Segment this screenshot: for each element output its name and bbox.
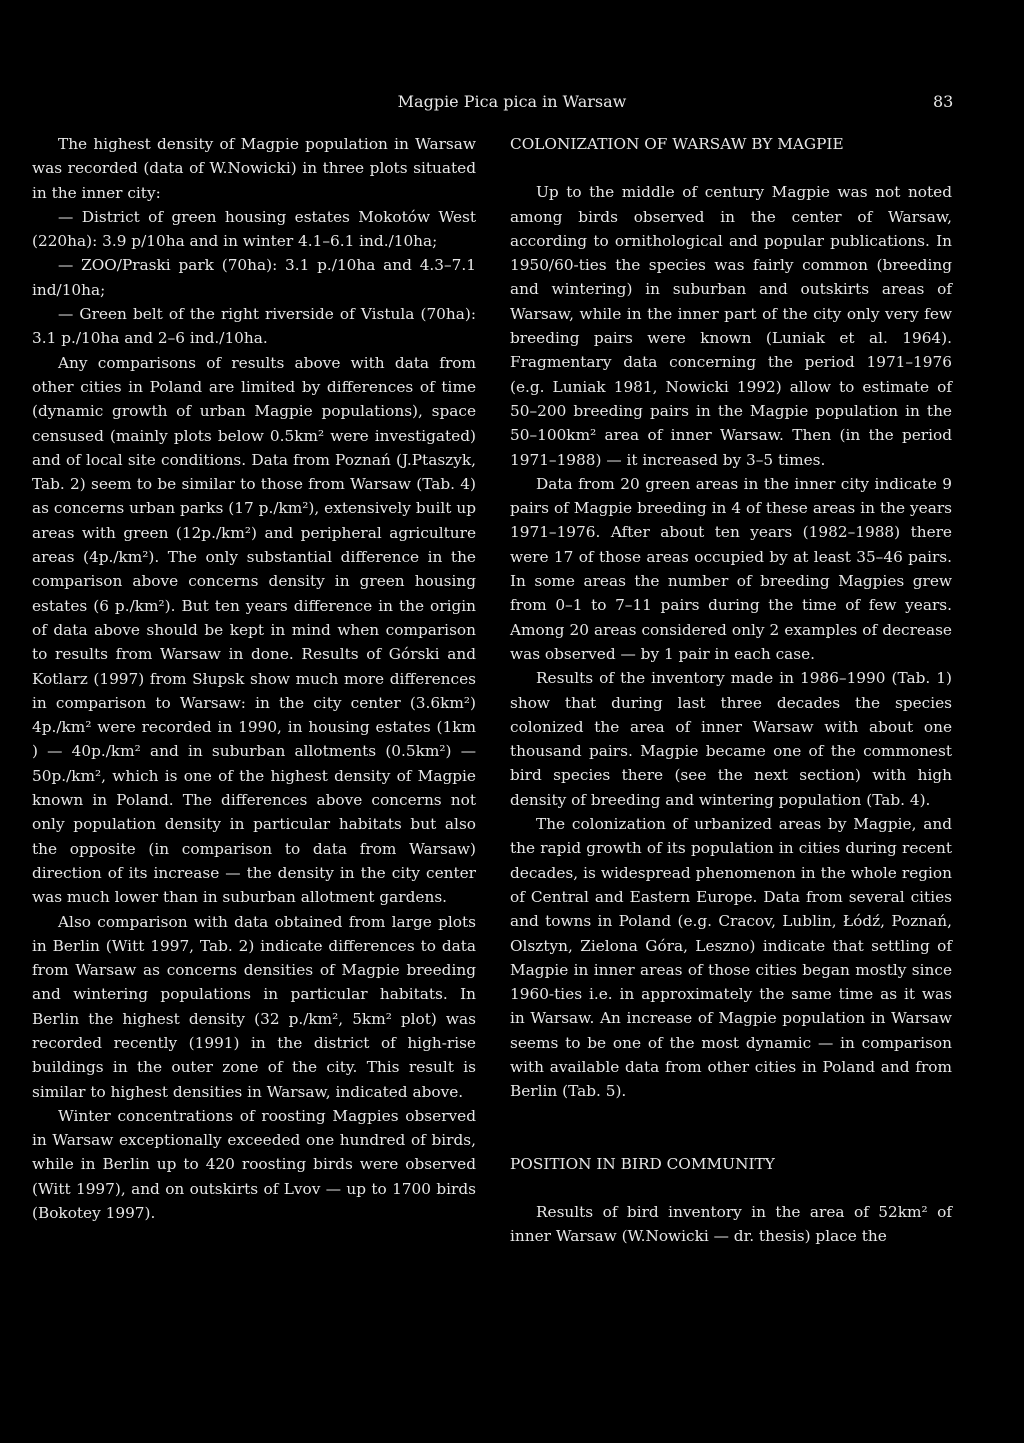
paragraph: Data from 20 green areas in the inner city indicate 9 pairs of Magpie breeding in 4 of these areas in the years 1971–1976. After about ten years (1982–1988) there were 17 of those areas occupied by at least 35–46 pairs. In some areas the number of breeding Magpies grew from 0–1 to 7–11 pairs during the time of few years. Among 20 areas considered only 2 examples of decrease was observed — by 1 pair in each case.: [510, 474, 952, 663]
list-item: — ZOO/Praski park (70ha): 3.1 p./10ha and 4.3–7.1 ind/10ha;: [32, 256, 476, 299]
paragraph: Up to the middle of century Magpie was not noted among birds observed in the center of Warsaw, according to ornithological and popular publications. In 1950/60-ties the species was fairly common (breeding and wintering) in suburban and outskirts areas of Warsaw, while in the inner part of the city only very few breeding pairs were known (Luniak et al. 1964). Fragmentary data concerning the period 1971–1976 (e.g. Luniak 1981, Nowicki 1992) allow to estimate of 50–200 breeding pairs in the Magpie population in the 50–100km² area of inner Warsaw. Then (in the period 1971–1988) — it increased by 3–5 times.: [510, 183, 952, 469]
spacer: [510, 156, 952, 180]
right-column: [510, 132, 952, 1248]
section-heading: POSITION IN BIRD COMMUNITY: [510, 1154, 775, 1173]
paragraph: The colonization of urbanized areas by Magpie, and the rapid growth of its population in cities during recent decades, is widespread phenomenon in the whole region of Central and Eastern Europe. Data from several cities and towns in Poland (e.g. Cracov, Lublin, Łódź, Poznań, Olsztyn, Zielona Góra, Leszno) indicate that settling of Magpie in inner areas of those cities began mostly since 1960-ties i.e. in approximately the same time as it was in Warsaw. An increase of Magpie population in Warsaw seems to be one of the most dynamic — in comparison with available data from other cities in Poland and from Berlin (Tab. 5).: [510, 815, 952, 1101]
list-item: — District of green housing estates Mokotów West (220ha): 3.9 p/10ha and in winter 4.1–6.1 ind./10ha;: [32, 207, 476, 251]
running-title: Magpie Pica pica in Warsaw: [397, 92, 627, 111]
paragraph: Results of the inventory made in 1986–1990 (Tab. 1) show that during last three decades the species colonized the area of inner Warsaw with about one thousand pairs. Magpie became one of the commonest bird species there (see the next section) with high density of breeding and wintering population (Tab. 4).: [510, 669, 952, 809]
page-number: 83: [933, 92, 954, 111]
paragraph: Results of bird inventory in the area of 52km² of inner Warsaw (W.Nowicki — dr. thesis) place the: [510, 1202, 952, 1246]
section-heading: COLONIZATION OF WARSAW BY MAGPIE: [510, 135, 844, 153]
left-column: [32, 132, 476, 1225]
list-item: — Green belt of the right riverside of Vistula (70ha): 3.1 p./10ha and 2–6 ind./10ha.: [32, 305, 476, 348]
paragraph: Any comparisons of results above with data from other cities in Poland are limited by differences of time (dynamic growth of urban Magpie populations), space censused (mainly plots below 0.5km² were investigated) and of local site conditions. Data from Poznań (J.Ptaszyk, Tab. 2) seem to be similar to those from Warsaw (Tab. 4) as concerns urban parks (17 p./km²), extensively built up areas with green (12p./km²) and peripheral agriculture areas (4p./km²). The only substantial difference in the comparison above concerns density in green housing estates (6 p./km²). But ten years difference in the origin of data above should be kept in mind when comparison to results from Warsaw in done. Results of Górski and Kotlarz (1997) from Słupsk show much more differences in comparison to Warsaw: in the city center (3.6km²) 4p./km² were recorded in 1990, in housing estates (1km ) — 40p./km² and in suburban allotments (0.5km²) — 50p./km², which is one of the highest density of Magpie known in Poland. The differences above concerns not only population density in particular habitats but also the opposite (in comparison to data from Warsaw) direction of its increase — the density in the city center was much lower than in suburban allotment gardens.: [32, 353, 476, 907]
spacer: [510, 1104, 952, 1152]
paragraph: The highest density of Magpie population in Warsaw was recorded (data of W.Nowicki) in three plots situated in the inner city:: [32, 135, 476, 202]
paragraph: Also comparison with data obtained from large plots in Berlin (Witt 1997, Tab. 2) indicate differences to data from Warsaw as concerns densities of Magpie breeding and wintering populations in particular habitats. In Berlin the highest density (32 p./km², 5km² plot) was recorded recently (1991) in the district of high-rise buildings in the outer zone of the city. This result is similar to highest densities in Warsaw, indicated above.: [32, 912, 476, 1101]
spacer: [510, 1176, 952, 1200]
paragraph: Winter concentrations of roosting Magpies observed in Warsaw exceptionally exceeded one hundred of birds, while in Berlin up to 420 roosting birds were observed (Witt 1997), and on outskirts of Lvov — up to 1700 birds (Bokotey 1997).: [32, 1106, 476, 1223]
